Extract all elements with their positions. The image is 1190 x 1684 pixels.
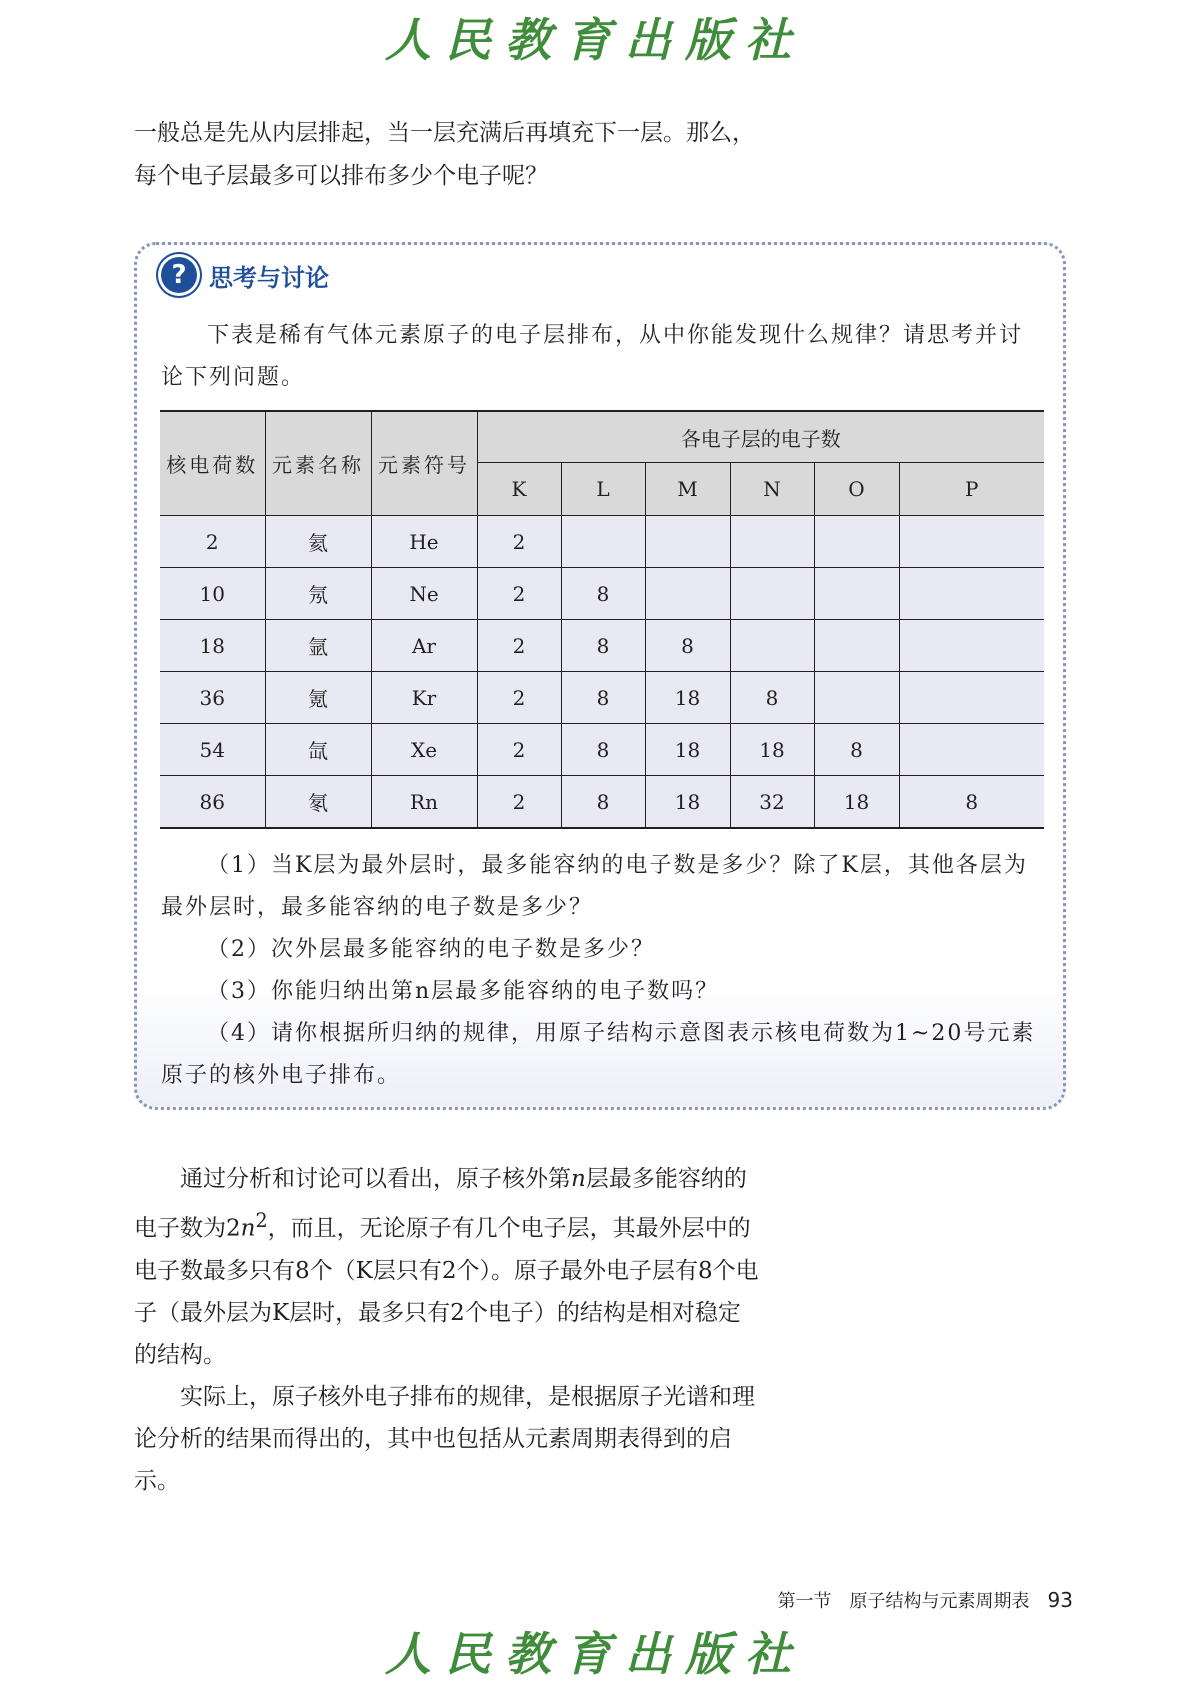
conclusion-p1-var-n2: n <box>240 1215 256 1242</box>
header-name: 元素名称 <box>265 411 371 516</box>
conclusion-p1-part-a: 通过分析和讨论可以看出，原子核外第 <box>180 1166 571 1192</box>
section-title: 第一节 原子结构与元素周期表 <box>777 1591 1030 1612</box>
cell-charge: 10 <box>160 568 265 620</box>
cell-p <box>899 516 1044 568</box>
header-shell-p: P <box>899 463 1044 516</box>
cell-o: 8 <box>814 724 899 776</box>
cell-l: 8 <box>561 672 645 724</box>
header-symbol: 元素符号 <box>371 411 477 516</box>
question-item: （4）请你根据所归纳的规律，用原子结构示意图表示核电荷数为1~20号元素原子的核外电子排布。 <box>161 1021 1036 1088</box>
cell-symbol: Xe <box>371 724 477 776</box>
cell-o <box>814 568 899 620</box>
publisher-logo-top: 人民教育出版社 <box>385 13 805 67</box>
cell-m: 18 <box>645 776 730 829</box>
discussion-questions <box>161 845 1041 1097</box>
discussion-title: 思考与讨论 <box>209 263 329 292</box>
header-shell-l: L <box>561 463 645 516</box>
cell-charge: 2 <box>160 516 265 568</box>
conclusion-p1-part-b: 层最多能容纳的电子数为2 <box>134 1166 747 1242</box>
cell-name: 氙 <box>265 724 371 776</box>
header-shell-m: M <box>645 463 730 516</box>
cell-name: 氖 <box>265 568 371 620</box>
cell-n <box>730 620 814 672</box>
cell-symbol: Rn <box>371 776 477 829</box>
cell-name: 氡 <box>265 776 371 829</box>
discussion-lead: 下表是稀有气体元素原子的电子层排布，从中你能发现什么规律？请思考并讨论下列问题。 <box>161 323 1024 390</box>
question-item: （2）次外层最多能容纳的电子数是多少？ <box>207 937 655 962</box>
cell-symbol: Ar <box>371 620 477 672</box>
cell-symbol: He <box>371 516 477 568</box>
cell-k: 2 <box>477 568 561 620</box>
cell-m: 18 <box>645 672 730 724</box>
cell-p: 8 <box>899 776 1044 829</box>
conclusion-paragraph-2: 实际上，原子核外电子排布的规律，是根据原子光谱和理论分析的结果而得出的，其中也包括从元素周期表得到的启示。 <box>134 1383 755 1494</box>
cell-name: 氪 <box>265 672 371 724</box>
cell-o: 18 <box>814 776 899 829</box>
cell-n: 18 <box>730 724 814 776</box>
cell-m: 18 <box>645 724 730 776</box>
cell-o <box>814 620 899 672</box>
cell-k: 2 <box>477 620 561 672</box>
cell-name: 氦 <box>265 516 371 568</box>
cell-p <box>899 620 1044 672</box>
page-footer <box>778 1587 1073 1613</box>
cell-l: 8 <box>561 776 645 829</box>
cell-symbol: Kr <box>371 672 477 724</box>
table-row <box>160 672 1044 724</box>
cell-p <box>899 724 1044 776</box>
discussion-box <box>134 242 1066 1110</box>
cell-o <box>814 516 899 568</box>
cell-n: 32 <box>730 776 814 829</box>
cell-n: 8 <box>730 672 814 724</box>
cell-l <box>561 516 645 568</box>
table-row <box>160 516 1044 568</box>
header-shell-n: N <box>730 463 814 516</box>
conclusion-p1-part-c: ，而且，无论原子有几个电子层，其最外层中的电子数最多只有8个（K层只有2个）。原子最外电子层有8个电子（最外层为K层时，最多只有2个电子）的结构是相对稳定的结构。 <box>134 1215 759 1368</box>
header-shell-k: K <box>477 463 561 516</box>
page-number: 93 <box>1047 1588 1073 1612</box>
cell-p <box>899 672 1044 724</box>
question-item: （1）当K层为最外层时，最多能容纳的电子数是多少？除了K层，其他各层为最外层时，最多能容纳的电子数是多少？ <box>161 853 1028 920</box>
conclusion-p1-exponent: 2 <box>255 1209 268 1232</box>
conclusion-text <box>134 1158 759 1502</box>
header-shell-o: O <box>814 463 899 516</box>
question-icon: ? <box>161 257 197 293</box>
table-row <box>160 568 1044 620</box>
question-item: （3）你能归纳出第n层最多能容纳的电子数吗？ <box>207 979 720 1004</box>
cell-charge: 86 <box>160 776 265 829</box>
cell-p <box>899 568 1044 620</box>
intro-paragraph: 一般总是先从内层排起，当一层充满后再填充下一层。那么，每个电子层最多可以排布多少个电子呢？ <box>134 120 755 189</box>
table-row <box>160 620 1044 672</box>
cell-m <box>645 568 730 620</box>
cell-charge: 18 <box>160 620 265 672</box>
discussion-header <box>161 255 329 295</box>
cell-name: 氩 <box>265 620 371 672</box>
cell-l: 8 <box>561 724 645 776</box>
publisher-logo-bottom: 人民教育出版社 <box>385 1627 805 1681</box>
cell-l: 8 <box>561 568 645 620</box>
cell-m <box>645 516 730 568</box>
conclusion-p1-var-n: n <box>571 1166 586 1192</box>
conclusion-paragraph-1 <box>134 1158 759 1376</box>
table-row <box>160 724 1044 776</box>
cell-n <box>730 516 814 568</box>
cell-k: 2 <box>477 776 561 829</box>
cell-charge: 54 <box>160 724 265 776</box>
cell-symbol: Ne <box>371 568 477 620</box>
header-charge: 核电荷数 <box>160 411 265 516</box>
cell-k: 2 <box>477 516 561 568</box>
cell-l: 8 <box>561 620 645 672</box>
cell-o <box>814 672 899 724</box>
header-shell-group: 各电子层的电子数 <box>477 411 1044 463</box>
cell-k: 2 <box>477 672 561 724</box>
cell-n <box>730 568 814 620</box>
electron-shell-table <box>160 410 1044 829</box>
table-row <box>160 776 1044 829</box>
cell-k: 2 <box>477 724 561 776</box>
cell-charge: 36 <box>160 672 265 724</box>
cell-m: 8 <box>645 620 730 672</box>
